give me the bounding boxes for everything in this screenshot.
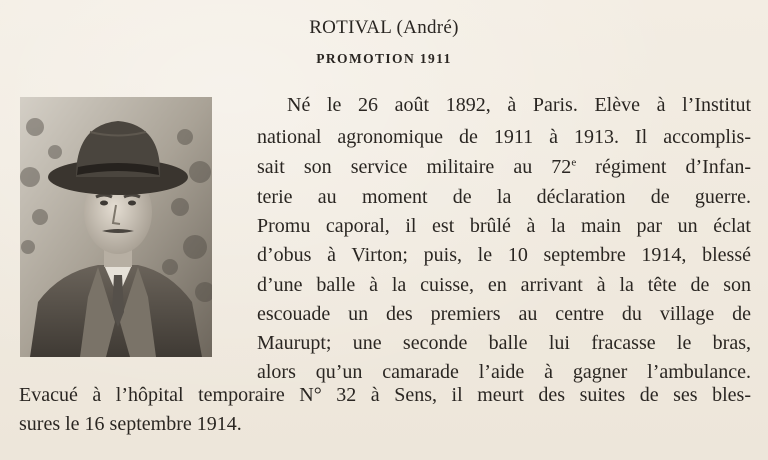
bio-line-9: Maurupt; une seconde balle lui fracasse le bras, (257, 332, 751, 354)
bio-line-7: d’une balle à la cuisse, en arrivant à la tête de son (257, 274, 751, 296)
bio-line-1: Né le 26 août 1892, à Paris. Elève à l’Institut (287, 94, 751, 116)
bio-line-3-sup: e (571, 156, 577, 169)
bio-line-3-end: régiment d’Infan- (576, 156, 751, 178)
page-title: ROTIVAL (André) (309, 17, 459, 38)
portrait-image (20, 97, 212, 357)
bio-line-2: national agronomique de 1911 à 1913. Il accomplis- (257, 126, 751, 148)
bio-line-4: terie au moment de la déclaration de guerre. (257, 186, 751, 208)
bio-line-5: Promu caporal, il est brûlé à la main par un éclat (257, 215, 751, 237)
bio-line-3-start: sait son service militaire au 72 (257, 156, 572, 178)
bio-line-8: escouade un des premiers au centre du village de (257, 303, 751, 325)
bio-line-6: d’obus à Virton; puis, le 10 septembre 1914, blessé (257, 244, 751, 266)
bio-line-3 (257, 157, 751, 177)
bio-line-11: Evacué à l’hôpital temporaire N° 32 à Sens, il meurt des suites de ses bles- (19, 384, 751, 406)
bio-line-12: sures le 16 septembre 1914. (19, 413, 242, 435)
portrait-photo (20, 97, 212, 357)
page-subtitle: PROMOTION 1911 (316, 51, 452, 66)
bio-line-10: alors qu’un camarade l’aide à gagner l’ambulance. (257, 361, 751, 383)
